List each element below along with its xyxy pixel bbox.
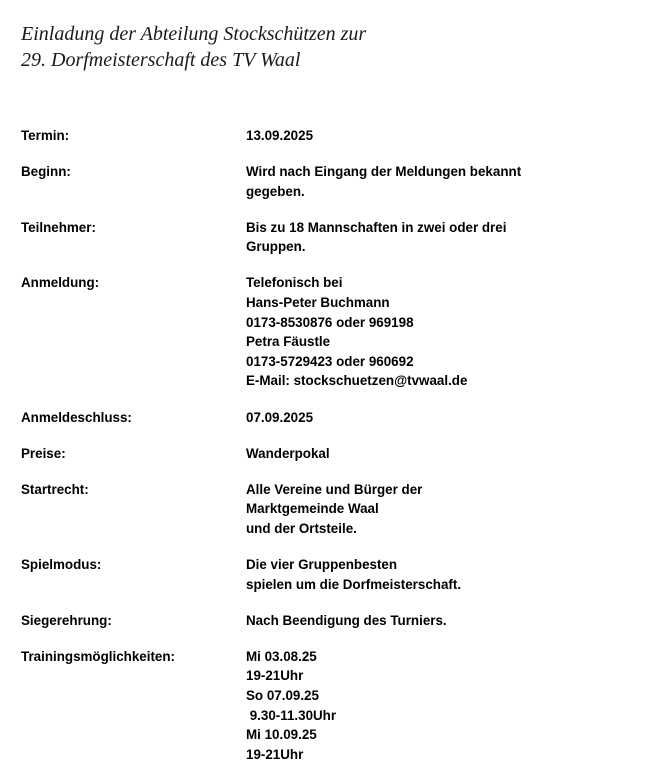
value-anmeldeschluss: 07.09.2025 bbox=[246, 409, 314, 425]
value-termin: 13.09.2025 bbox=[246, 128, 314, 143]
training-time: 19-21Uhr bbox=[246, 668, 304, 684]
anmeldung-line: Telefonisch bei bbox=[246, 275, 343, 291]
training-session bbox=[246, 725, 621, 764]
training-session bbox=[246, 686, 621, 725]
value-anmeldung bbox=[246, 273, 621, 391]
label-anmeldung: Anmeldung: bbox=[21, 275, 100, 291]
label-preise: Preise: bbox=[21, 445, 66, 461]
startrecht-line: Alle Vereine und Bürger der bbox=[246, 481, 423, 497]
startrecht-line: Marktgemeinde Waal bbox=[246, 501, 379, 517]
label-spielmodus: Spielmodus: bbox=[21, 557, 102, 572]
value-teilnehmer bbox=[246, 218, 621, 257]
label-training: Trainingsmöglichkeiten: bbox=[21, 648, 176, 664]
row-spielmodus bbox=[21, 555, 621, 594]
spielmodus-line: Die vier Gruppenbesten bbox=[246, 557, 398, 572]
contact-name: Petra Fäustle bbox=[246, 334, 331, 350]
training-day: So 07.09.25 bbox=[246, 687, 319, 703]
contact-name: Hans-Peter Buchmann bbox=[246, 295, 390, 311]
value-siegerehrung: Nach Beendigung des Turniers. bbox=[246, 612, 447, 628]
contact-phone: 0173-8530876 oder 969198 bbox=[246, 314, 414, 330]
row-preise bbox=[21, 444, 621, 464]
training-day: Mi 03.08.25 bbox=[246, 648, 317, 664]
row-teilnehmer bbox=[21, 218, 621, 257]
row-beginn bbox=[21, 162, 621, 201]
value-preise: Wanderpokal bbox=[246, 445, 330, 461]
beginn-line: gegeben. bbox=[246, 183, 305, 199]
row-training bbox=[21, 647, 621, 765]
value-startrecht bbox=[246, 480, 621, 539]
title-line-1: Einladung der Abteilung Stockschützen zur bbox=[21, 23, 367, 45]
teilnehmer-line: Bis zu 18 Mannschaften in zwei oder drei bbox=[246, 219, 507, 235]
training-time: 9.30-11.30Uhr bbox=[246, 707, 337, 723]
training-time: 19-21Uhr bbox=[246, 746, 304, 762]
startrecht-line: und der Ortsteile. bbox=[246, 520, 357, 536]
label-anmeldeschluss: Anmeldeschluss: bbox=[21, 409, 132, 425]
label-teilnehmer: Teilnehmer: bbox=[21, 219, 96, 235]
training-day: Mi 10.09.25 bbox=[246, 727, 317, 743]
value-spielmodus bbox=[246, 555, 621, 594]
label-startrecht: Startrecht: bbox=[21, 481, 89, 497]
row-siegerehrung bbox=[21, 611, 621, 631]
value-beginn bbox=[246, 162, 621, 201]
contact-phone: 0173-5729423 oder 960692 bbox=[246, 353, 414, 369]
document-title bbox=[21, 21, 366, 73]
training-session bbox=[246, 647, 621, 686]
row-anmeldung bbox=[21, 273, 621, 391]
label-siegerehrung: Siegerehrung: bbox=[21, 612, 112, 628]
row-startrecht bbox=[21, 480, 621, 539]
value-training bbox=[246, 647, 621, 765]
title-line-2: 29. Dorfmeisterschaft des TV Waal bbox=[21, 49, 301, 71]
row-termin bbox=[21, 126, 621, 146]
teilnehmer-line: Gruppen. bbox=[246, 239, 306, 255]
label-beginn: Beginn: bbox=[21, 164, 71, 180]
contact-email: E-Mail: stockschuetzen@tvwaal.de bbox=[246, 373, 468, 389]
spielmodus-line: spielen um die Dorfmeisterschaft. bbox=[246, 576, 462, 592]
info-table bbox=[21, 126, 621, 781]
beginn-line: Wird nach Eingang der Meldungen bekannt bbox=[246, 164, 522, 180]
label-termin: Termin: bbox=[21, 128, 70, 143]
row-anmeldeschluss bbox=[21, 408, 621, 428]
